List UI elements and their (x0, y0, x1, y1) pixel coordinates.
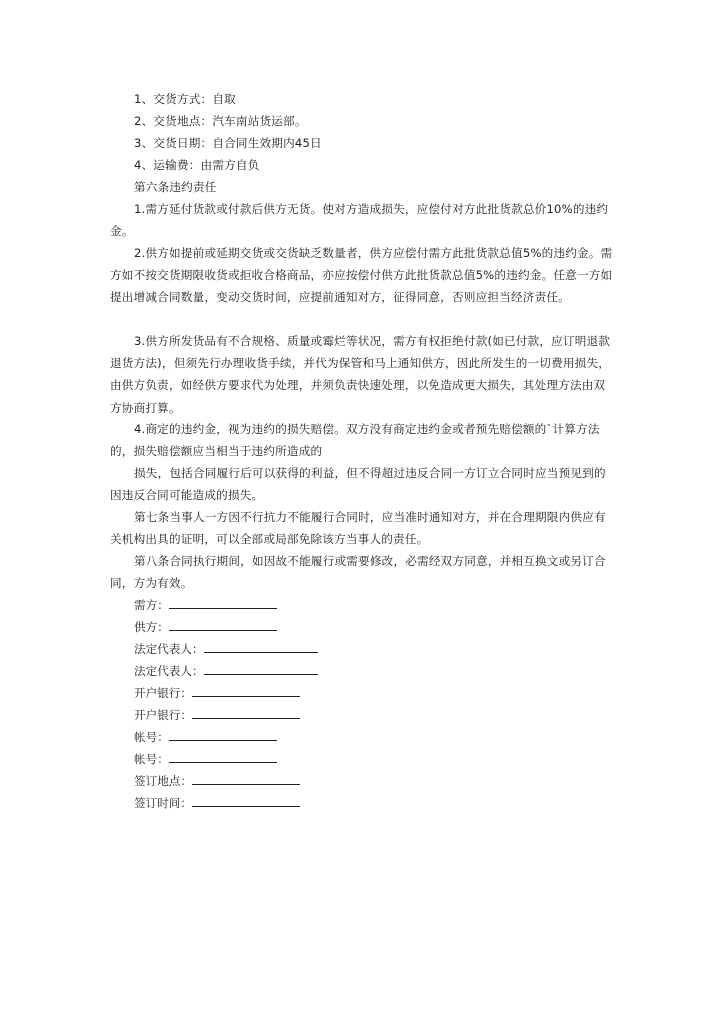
clause-3: 3.供方所发货品有不合规格、质量或霉烂等状况，需方有权拒绝付款(如已付款，应订明退款退货方法)，但须先行办理收货手续，并代为保管和马上通知供方，因此所发生的一切费用损失，由供方负责，如经供方要求代为处理，并须负责快速处理，以免造成更大损失，其处理方法由双方协商打算。 (110, 334, 611, 415)
fill-blank[interactable] (192, 794, 300, 807)
fill-blank[interactable] (169, 596, 277, 609)
clause-2: 2.供方如提前或延期交货或交货缺乏数量者，供方应偿付需方此批货款总值5%的违约金。需方如不按交货期限收货或拒收合格商品，亦应按偿付供方此批货款总值5%的违约金。任意一方如提出增减合同数量，变动交货时间，应提前通知对方，征得同意，否则应担当经济责任。 (110, 246, 613, 305)
freight-cost: 4、运输费：由需方自负 (134, 158, 260, 172)
signature-label: 帐号： (134, 752, 169, 766)
signature-label: 需方： (134, 598, 169, 612)
article-7: 第七条当事人一方因不行抗力不能履行合同时，应当准时通知对方，并在合理期限内供应有关机构出具的证明，可以全部或局部免除该方当事人的责任。 (110, 510, 606, 547)
signature-line-bank-2 (134, 704, 300, 726)
signature-label: 签订地点： (134, 774, 192, 788)
fill-blank[interactable] (204, 640, 318, 653)
signature-line-rep-2 (134, 660, 318, 682)
signature-label: 法定代表人： (134, 664, 204, 678)
signature-line-account-2 (134, 748, 277, 770)
signature-label: 开户银行： (134, 686, 192, 700)
signature-label: 开户银行： (134, 708, 192, 722)
signature-line-bank-1 (134, 682, 300, 704)
signature-label: 帐号： (134, 730, 169, 744)
clause-1: 1.需方延付货款或付款后供方无货。使对方造成损失，应偿付对方此批货款总价10%的违约金。 (110, 202, 609, 239)
fill-blank[interactable] (169, 750, 277, 763)
fill-blank[interactable] (192, 684, 300, 697)
signature-line-time (134, 792, 300, 814)
signature-line-buyer (134, 594, 277, 616)
signature-line-rep-1 (134, 638, 318, 660)
fill-blank[interactable] (169, 618, 277, 631)
article-6-title: 第六条违约责任 (134, 180, 217, 194)
signature-line-place (134, 770, 300, 792)
fill-blank[interactable] (192, 706, 300, 719)
fill-blank[interactable] (204, 662, 318, 675)
signature-label: 供方： (134, 620, 169, 634)
article-8: 第八条合同执行期间，如因故不能履行或需要修改，必需经双方同意，并相互换文或另订合同，方为有效。 (110, 554, 606, 591)
delivery-date: 3、交货日期：自合同生效期内45日 (134, 136, 322, 150)
delivery-location: 2、交货地点：汽车南站货运部。 (134, 114, 307, 128)
fill-blank[interactable] (192, 772, 300, 785)
clause-4a: 4.商定的违约金，视为违约的损失赔偿。双方没有商定违约金或者预先赔偿额的`计算方法的，损失赔偿额应当相当于违约所造成的 (110, 422, 600, 459)
fill-blank[interactable] (169, 728, 277, 741)
signature-line-seller (134, 616, 277, 638)
delivery-method: 1、交货方式：自取 (134, 92, 236, 106)
clause-4b: 损失，包括合同履行后可以获得的利益，但不得超过违反合同一方订立合同时应当预见到的因违反合同可能造成的损失。 (110, 466, 606, 503)
signature-label: 法定代表人： (134, 642, 204, 656)
signature-line-account-1 (134, 726, 277, 748)
signature-label: 签订时间： (134, 796, 192, 810)
